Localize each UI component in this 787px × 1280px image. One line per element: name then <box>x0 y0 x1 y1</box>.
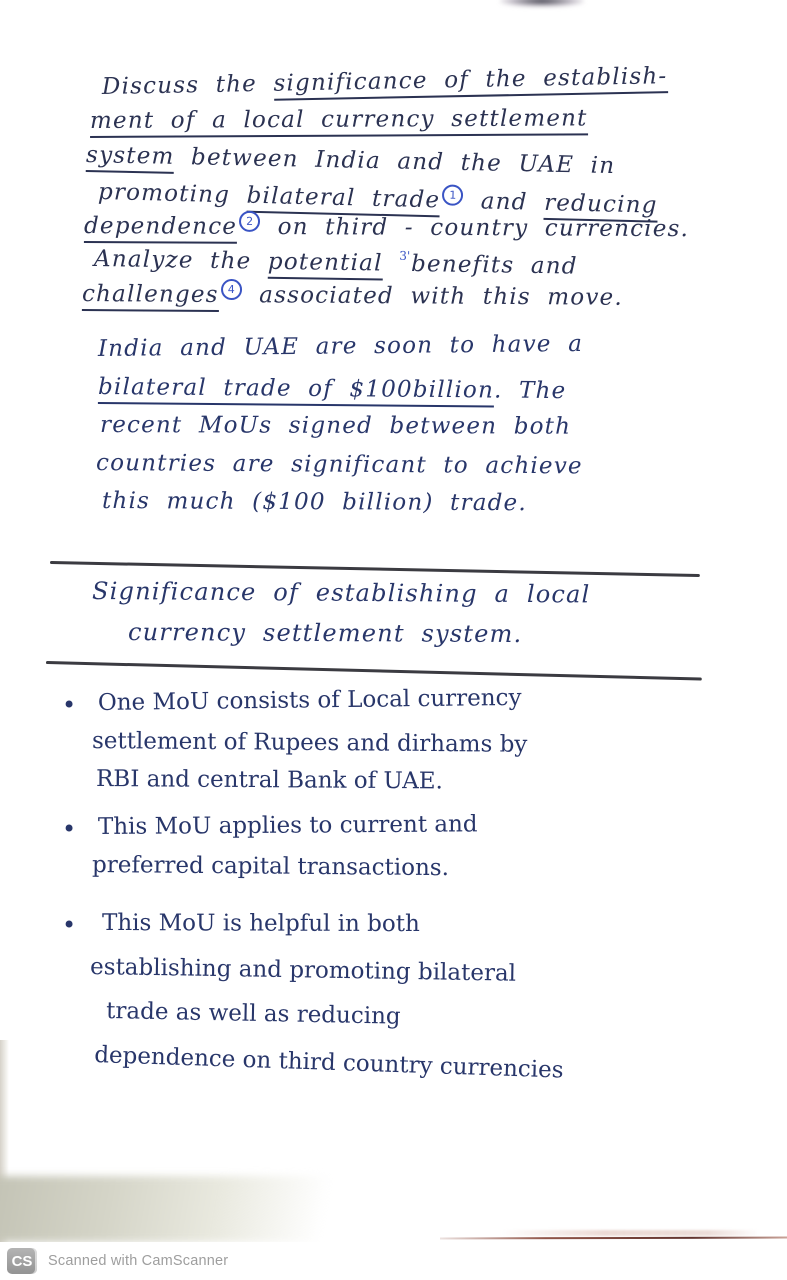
bullet-marker: • <box>62 691 77 719</box>
text-segment: Significance of establishing a local <box>91 577 591 609</box>
text-segment: countries are significant to achieve <box>95 450 583 480</box>
handwritten-line <box>98 811 478 852</box>
bullet-item <box>62 811 478 890</box>
annotation-mark: 1 <box>442 184 464 206</box>
scan-edge-line <box>440 1237 787 1240</box>
text-segment: currency settlement system. <box>127 618 523 649</box>
hand-rule-bottom <box>46 661 702 680</box>
handwritten-line <box>98 329 738 374</box>
handwritten-line <box>92 577 712 622</box>
text-segment: on third - country currencies. <box>261 213 690 243</box>
handwritten-line <box>128 618 712 662</box>
handwritten-line <box>93 1042 564 1102</box>
text-segment: significance of the establish- <box>273 63 667 101</box>
text-segment <box>382 251 399 277</box>
camscanner-logo-icon: CS <box>7 1248 37 1274</box>
text-segment: promoting <box>97 179 247 209</box>
text-segment: potential <box>268 249 383 281</box>
handwritten-line <box>102 62 747 108</box>
text-segment: challenges <box>82 281 219 312</box>
text-segment: between India and the UAE in <box>174 143 616 180</box>
text-segment: . The <box>493 377 567 405</box>
scan-smear <box>500 1230 760 1236</box>
handwritten-line <box>102 910 564 956</box>
handwritten-line <box>100 412 738 452</box>
handwritten-line <box>82 278 746 317</box>
handwritten-line <box>102 488 738 529</box>
bullet-text <box>91 811 478 890</box>
bullet-text <box>91 684 528 804</box>
handwritten-line <box>96 766 528 807</box>
bullet-marker: • <box>62 911 77 939</box>
scan-smudge-top <box>500 0 584 7</box>
text-segment: bilateral trade of $100billion <box>98 374 494 407</box>
camscanner-watermark-text: Scanned with CamScanner <box>48 1253 229 1269</box>
text-segment: this much ($100 billion) trade. <box>101 488 527 517</box>
text-segment: Analyze the <box>93 246 269 275</box>
handwritten-line <box>106 998 564 1051</box>
text-segment: RBI and central Bank of UAE. <box>95 766 443 795</box>
bullet-marker: • <box>62 815 77 843</box>
text-segment: reducing <box>544 190 658 223</box>
handwritten-line <box>96 450 738 492</box>
handwritten-line <box>98 685 528 728</box>
handwritten-line <box>84 210 746 247</box>
text-segment: ment of a local currency settlement <box>90 105 588 138</box>
question-paragraph <box>81 63 746 312</box>
bullet-item <box>62 910 564 1086</box>
bullet-item <box>62 684 528 804</box>
handwritten-line <box>98 374 738 418</box>
handwritten-line <box>92 728 528 770</box>
text-segment: One MoU consists of Local currency <box>97 684 522 716</box>
bullet-text <box>89 910 564 1086</box>
intro-paragraph <box>95 330 738 526</box>
text-segment: trade as well as reducing <box>105 998 401 1030</box>
handwritten-line <box>90 105 746 142</box>
section-heading <box>92 577 712 659</box>
annotation-mark: 2 <box>239 211 260 232</box>
text-segment: India and UAE are soon to have a <box>97 330 584 362</box>
text-segment: preferred capital transactions. <box>91 852 450 882</box>
annotation-mark: 4 <box>221 279 242 300</box>
text-segment: Discuss the <box>101 70 274 100</box>
annotation-mark: 3' <box>399 248 411 263</box>
camscanner-footer <box>0 1242 787 1280</box>
text-segment: benefits and <box>410 250 578 280</box>
scan-shadow-bottom-left <box>0 1176 338 1242</box>
text-segment: dependence on third country currencies <box>93 1042 564 1084</box>
text-segment: and <box>463 187 545 216</box>
handwritten-line <box>92 852 478 893</box>
text-segment: recent MoUs signed between both <box>99 412 572 440</box>
hand-rule-top <box>50 561 700 577</box>
text-segment: This MoU is helpful in both <box>101 910 420 938</box>
text-segment: This MoU applies to current and <box>97 811 478 840</box>
handwritten-line <box>90 954 564 1005</box>
text-segment: system <box>86 142 175 174</box>
text-segment: settlement of Rupees and dirhams by <box>91 728 528 758</box>
text-segment: dependence <box>84 213 237 244</box>
text-segment: bilateral trade <box>246 183 440 218</box>
text-segment: establishing and promoting bilateral <box>89 954 517 987</box>
text-segment: associated with this move. <box>242 282 624 311</box>
